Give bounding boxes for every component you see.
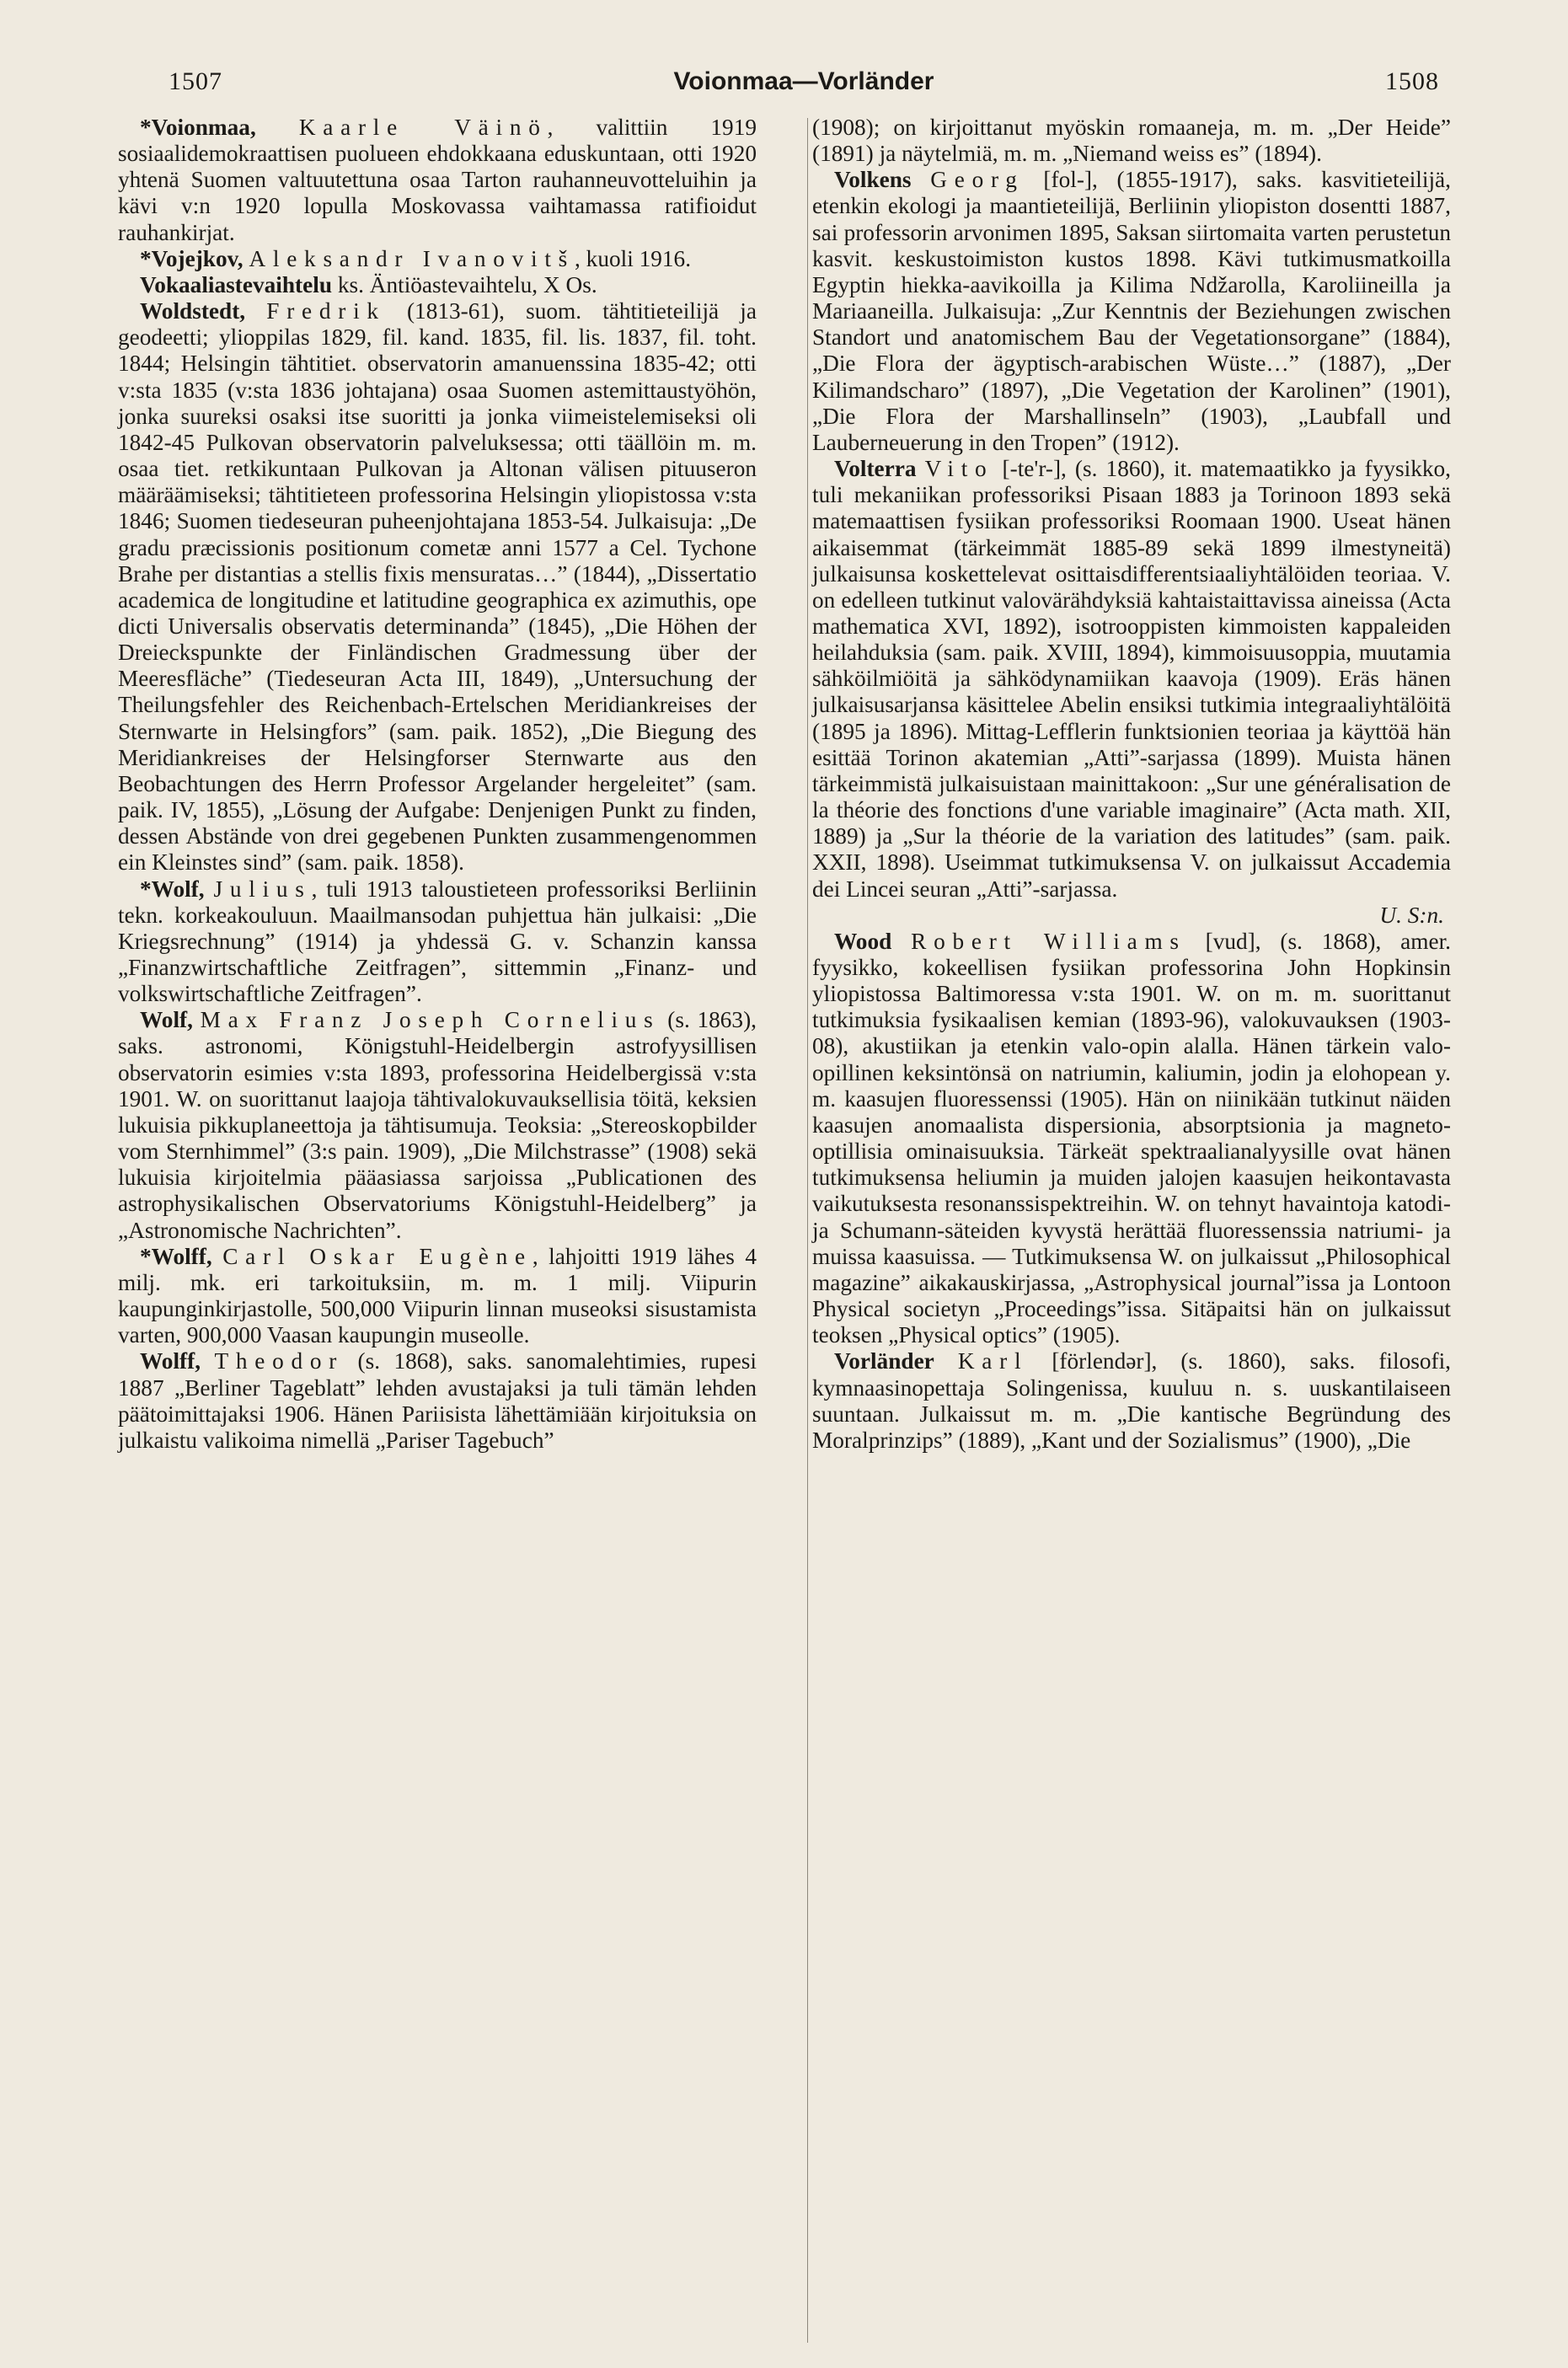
entry-headword: *Wolf,	[140, 876, 205, 902]
entry-name: Georg	[930, 167, 1025, 193]
entry-wolf-max	[118, 1007, 757, 1243]
entry-headword: Volterra	[834, 456, 917, 482]
entry-headword: Woldstedt,	[140, 298, 246, 324]
entry-headword: Wolff,	[140, 1348, 201, 1374]
entry-text: (s. 1868), saks. sanomalehtimies, rupesi 1887 „Berliner Tageblatt” lehden avustajaksi ja tuli tämän lehden päätoimittajaksi 1906. Hänen Pariisista lähettämiään kirjoituksia on julkaistu valikoima nimellä „Pariser Tagebuch”	[118, 1348, 757, 1453]
entry-text: ks. Äntiöastevaihtelu, X Os.	[332, 271, 597, 297]
entry-text: , valittiin 1919 sosiaalidemokraattisen puolueen ehdokkaana eduskuntaan, otti 1920 yhtenä Suomen valtuutettuna osaa Tarton rauhanneuvotteluihin ja kävi v:n 1920 lopulla Moskovassa vaihtamassa ratifioidut rauhankirjat.	[118, 115, 757, 245]
entry-name: Fredrik	[266, 298, 386, 324]
entry-headword: Wood	[834, 928, 892, 954]
entry-text: [vud], (s. 1868), amer. fyysikko, kokeellisen fysiikan professorina John Hopkinsin yliopistossa Baltimoressa v:sta 1901. W. on m. m. suorittanut tutkimuksia fysikaalisen kemian (1893-96), valokuvauksen (1903-08), akustiikan ja etenkin valo-opin alalla. Hänen tärkein valo-opillinen keksintönsä on natriumin, kaliumin, jodin ja elohopean y. m. kaasujen fluoressenssi (1905). Hän on niinikään tutkinut näiden kaasujen anomaalista dispersionia, absorptsionia ja magneto-optillisia ominaisuuksia. Tärkeät spektraalianalyysille ovat hänen tutkimuksensa heliumin ja muiden jalojen kaasujen heikontavasta vaikutuksesta resonanssispektreihin. W. on tehnyt havaintoja katodi- ja Schumann-säteiden kyvystä herättää fluoressenssia natriumi- ja muissa kaasuissa. — Tutkimuksensa W. on julkaissut „Philosophical magazine” aikakauskirjassa, „Astrophysical journal”issa ja Lontoon Physical societyn „Proceedings”issa. Sitäpaitsi hän on julkaissut teoksen „Physical optics” (1905).	[812, 928, 1451, 1348]
entry-headword: Volkens	[834, 167, 912, 193]
entry-wolff-theodor	[118, 1348, 757, 1454]
entry-text: , tuli 1913 taloustieteen professoriksi Berliinin tekn. korkeakouluun. Maailmansodan puhjettua hän julkaisi: „Die Kriegsrechnung” (1914) ja yhdessä G. v. Schanzin kanssa „Finanzwirtschaftliche Zeitfragen”, sittemmin „Finanz- und volkswirtschaftliche Zeitfragen”.	[118, 876, 757, 1007]
entry-text: (1813-61), suom. tähtitieteilijä ja geodeetti; ylioppilas 1829, fil. kand. 1835, fil. lis. 1837, fil. toht. 1844; Helsingin tähtitiet. observatorin amanuenssina 1835-42; otti v:sta 1835 (v:sta 1836 johtajana) osaa Suomen astemittaustyöhön, jonka suureksi osaksi itse suoritti ja jonka viimeistelemiseksi oli 1842-45 Pulkovan observatorin palveluksessa; otti täällöin m. m. osaa tiet. retkikuntaan Pulkovan ja Altonan välisen pituuseron määräämiseksi; tähtitieteen professorina Helsingin yliopistossa v:sta 1846; Suomen tiedeseuran puheenjohtajana 1853-54. Julkaisuja: „De gradu præcissionis positionum cometæ anni 1577 a Cel. Tychone Brahe per distantias a stellis fixis mensuratas…” (1844), „Dissertatio academica de longitudine et latitudine geographica ex azimuthis, ope dicti Universalis observatis determinanda” (1845), „Die Höhen der Dreieckspunkte der Finländischen Gradmessung über der Meeresfläche” (Tiedeseuran Acta III, 1849), „Untersuchung der Theilungsfehler des Reichenbach-Ertelschen Meridiankreises der Sternwarte in Helsingfors” (sam. paik. 1852), „Die Biegung des Meridiankreises der Helsingforser Sternwarte aus den Beobachtungen des Herrn Professor Argelander hergeleitet” (sam. paik. IV, 1855), „Lösung der Aufgabe: Denjenigen Punkt zu finden, dessen Abstände von drei gegebenen Punkten zusammengenommen ein Kleinstes sind” (sam. paik. 1858).	[118, 298, 757, 876]
entry-continuation	[812, 115, 1451, 167]
entry-headword: *Vojejkov,	[140, 245, 243, 271]
entry-wood	[812, 929, 1451, 1349]
entry-headword: Vokaaliastevaihtelu	[140, 271, 333, 297]
entry-name: Karl	[957, 1348, 1029, 1374]
entry-text: , lahjoitti 1919 lähes 4 milj. mk. eri tarkoituksiin, m. m. 1 milj. Viipurin kaupunginkirjastolle, 500,000 Viipurin linnan museoksi sisustamista varten, 900,000 Vaasan kaupungin museolle.	[118, 1243, 757, 1348]
entry-headword: *Wolff,	[140, 1243, 212, 1269]
author-signature: U. S:n.	[1379, 902, 1444, 928]
entry-vorlander	[812, 1348, 1451, 1454]
entry-name: Carl Oskar Eugène	[222, 1243, 532, 1269]
entry-text: [fol-], (1855-1917), saks. kasvitieteilijä, etenkin ekologi ja maantieteilijä, Berliinin yliopiston dosentti 1887, sai professorin arvonimen 1895, Saksan siirtomaita varten perustetun kasvit. keskustoimiston kustos 1898. Kävi tutkimusmatkoilla Egyptin hiekka-aavikoilla ja Kilima Ndžarolla, Karoliineilla ja Mariaaneilla. Julkaisuja: „Zur Kenntnis der Beziehungen zwischen Standort und anatomischem Bau der Vegetationsorgane” (1884), „Die Flora der ägyptisch-arabischen Wüste…” (1887), „Der Kilimandscharo” (1897), „Die Vegetation der Karolinen” (1901), „Die Flora der Marshallinseln” (1903), „Laubfall und Lauberneuerung in den Tropen” (1912).	[812, 167, 1451, 455]
entry-text: [förlendər], (s. 1860), saks. filosofi, kymnaasinopettaja Solingenissa, kuuluu n. s. uuskantilaiseen suuntaan. Julkaissut m. m. „Die kantische Begründung des Moralprinzips” (1889), „Kant und der Sozialismus” (1900), „Die	[812, 1348, 1451, 1453]
entry-wolff-carl	[118, 1244, 757, 1349]
left-column	[118, 115, 757, 1454]
entry-volterra	[812, 456, 1451, 903]
entry-woldstedt	[118, 298, 757, 876]
entry-headword: Wolf,	[140, 1007, 193, 1033]
running-head: Voionmaa—Vorländer	[673, 67, 934, 95]
entry-vokaaliastevaihtelu	[118, 272, 757, 298]
entry-name: Max Franz Joseph Cornelius	[200, 1007, 661, 1033]
right-page-number: 1508	[1385, 67, 1439, 95]
entry-voionmaa	[118, 115, 757, 246]
entry-wolf-julius	[118, 876, 757, 1008]
entry-vojejkov	[118, 246, 757, 272]
entry-text: (1908); on kirjoittanut myöskin romaaneja, m. m. „Der Heide” (1891) ja näytelmiä, m. m. „Niemand weiss es” (1894).	[812, 115, 1451, 167]
entry-name: Julius	[213, 876, 312, 902]
entry-name: Kaarle Väinö	[298, 115, 548, 140]
entry-name: Vito	[924, 456, 994, 482]
entry-text: , kuoli 1916.	[575, 245, 692, 271]
column-divider	[807, 118, 808, 2343]
entry-name: Aleksandr Ivanovitš	[249, 245, 575, 271]
entry-volkens	[812, 167, 1451, 456]
entry-name: Theodor	[214, 1348, 345, 1374]
entry-headword: Vorländer	[834, 1348, 934, 1374]
entry-headword: *Voionmaa,	[140, 115, 256, 140]
left-page-number: 1507	[169, 67, 222, 95]
page-header	[169, 67, 1439, 110]
right-column	[812, 115, 1451, 1454]
entry-text: (s. 1863), saks. astronomi, Königstuhl-Heidelbergin astrofyysillisen observatorin esimies v:sta 1893, professorina Heidelbergissä v:sta 1901. W. on suorittanut laajoja tähtivalokuvauksellisia töitä, keksien lukuisia pikkuplaneettoja ja tähtisumuja. Teoksia: „Stereoskopbilder vom Sternhimmel” (3:s pain. 1909), „Die Milchstrasse” (1908) sekä lukuisia kirjoitelmia pääasiassa sarjoissa „Publicationen des astrophysikalischen Observatoriums Königstuhl-Heidelberg” ja „Astronomische Nachrichten”.	[118, 1007, 757, 1243]
entry-text: [-te'r-], (s. 1860), it. matemaatikko ja fyysikko, tuli mekaniikan professoriksi Pisaan 1883 ja Torinoon 1893 sekä matemaattisen fysiikan professoriksi Roomaan 1900. Useat hänen aikaisemmat (tärkeimmät 1885-89 sekä 1899 ilmestyneitä) julkaisunsa koskettelevat osittaisdifferentsiaaliyhtälöiden teoriaa. V. on edelleen tutkinut valovärähdyksiä kahtaistaittavissa aineissa (Acta mathematica XVI, 1892), isotrooppisten kimmoisten kappaleiden heilahduksia (sam. paik. XVIII, 1894), kimmoisuusoppia, muutamia sähköilmiöitä ja sähködynamiikan kaavoja (1909). Eräs hänen julkaisusarjansa käsittelee Abelin ensiksi tutkimia integraaliyhtälöitä (1895 ja 1896). Mittag-Lefflerin funktsionien teoriaa ja käyttöä hän esittää Torinon akatemian „Atti”-sarjassa (1899). Muista hänen tärkeimmistä julkaisuistaan mainittakoon: „Sur une généralisation de la théorie des fonctions d'une variable imaginaire” (Acta math. XII, 1889) ja „Sur la théorie de la variation des latitudes” (sam. paik. XXII, 1898). Useimmat tutkimuksensa V. on julkaissut Accademia dei Lincei seuran „Atti”-sarjassa.	[812, 456, 1452, 902]
entry-name: Robert Williams	[911, 928, 1186, 954]
